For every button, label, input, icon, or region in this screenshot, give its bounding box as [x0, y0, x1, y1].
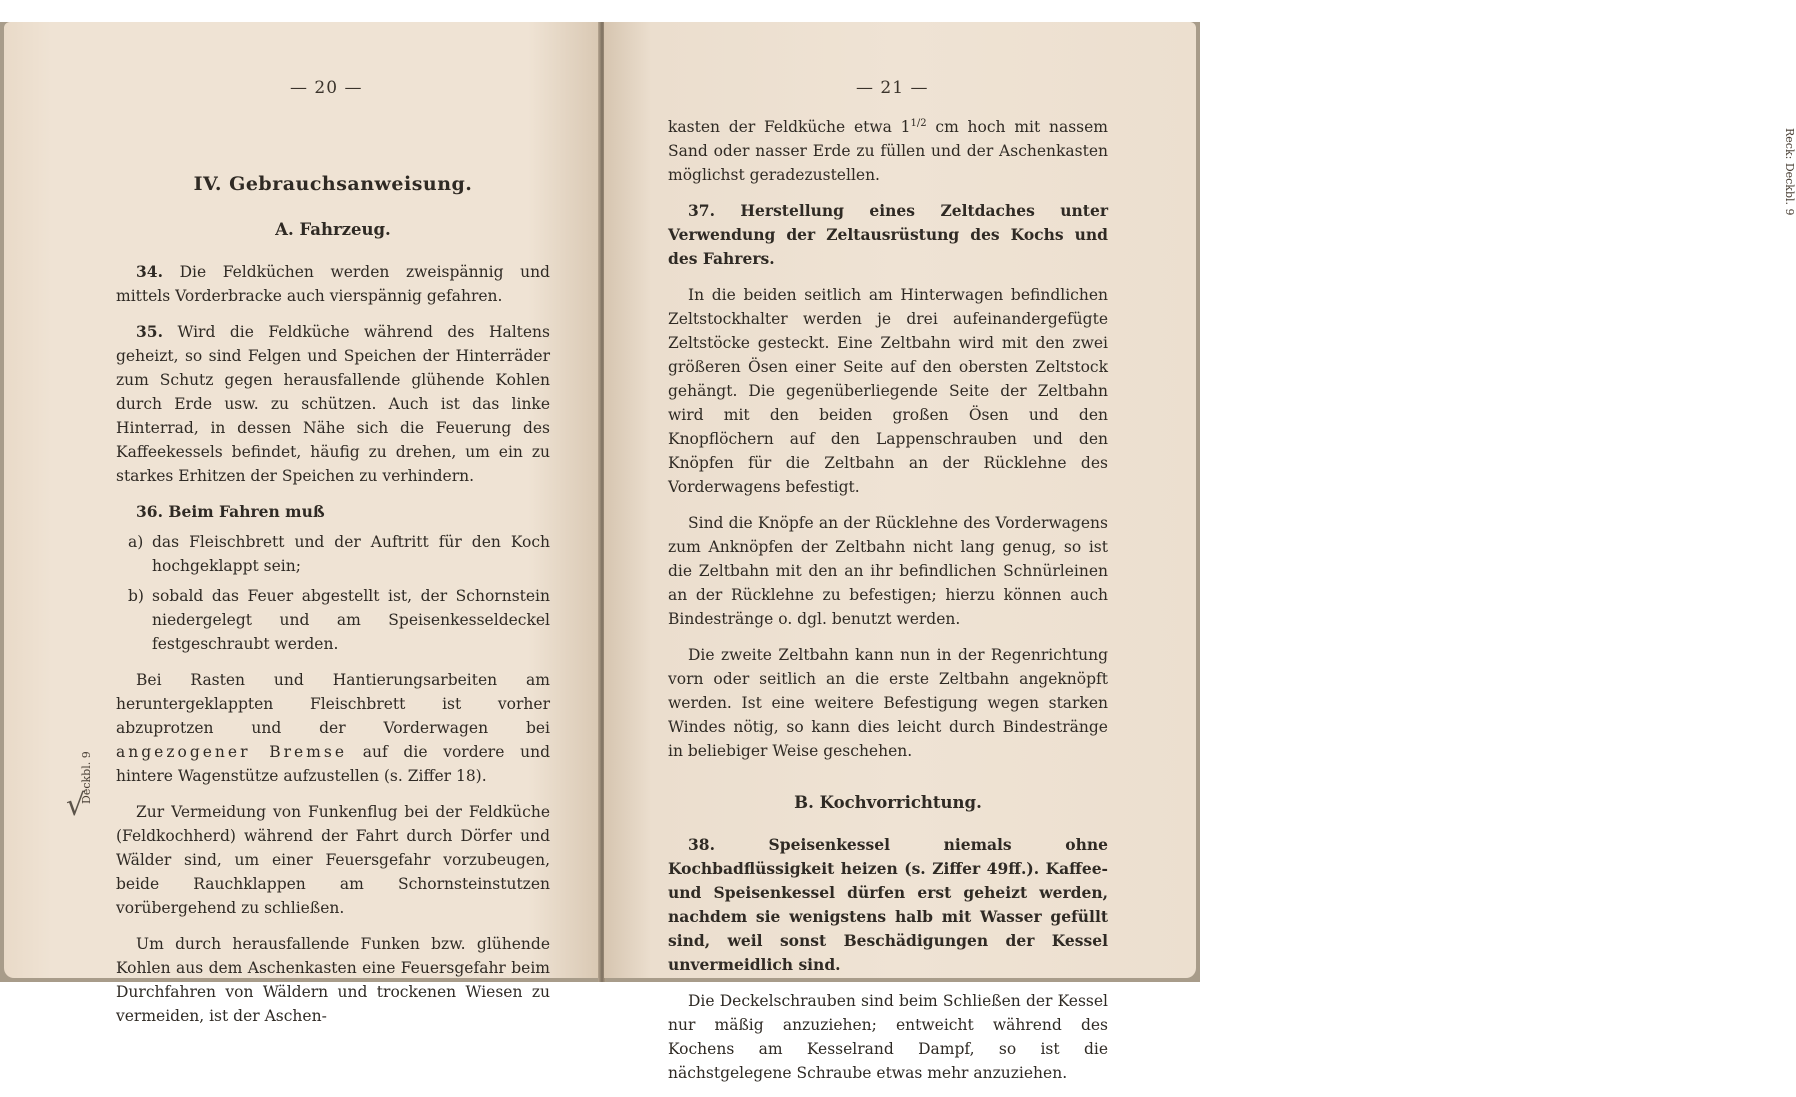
fraction: 1/2	[910, 118, 927, 129]
left-page-text	[116, 172, 550, 1040]
paragraph-text: Die Feldküchen werden zweispännig und mittels Vorderbracke auch vierspännig gefahren.	[116, 263, 550, 305]
paragraph-continuation	[668, 112, 1108, 187]
section-title: IV. Gebrauchsanweisung.	[193, 173, 473, 195]
paragraph-37-text-1: In die beiden seitlich am Hinterwagen befindlichen Zeltstockhalter werden je drei aufeinandergefügte Zeltstöcke gesteckt. Eine Zeltbahn wird mit den zwei größeren Ösen einer Seite auf den obersten Zeltstock gehängt. Die gegenüberliegende Seite der Zeltbahn wird mit den beiden großen Ösen und den Knopflöchern auf den Lappenschrauben und den Knöpfen für die Zeltbahn an der Rücklehne des Vorderwagens befestigt.	[668, 286, 1108, 497]
paragraph-number: 34.	[136, 262, 163, 281]
page-number-left: — 20 —	[290, 78, 363, 98]
open-book	[0, 22, 1796, 1083]
paragraph-text: kasten der Feldküche etwa 1	[668, 118, 911, 137]
spaced-emphasis: angezogener Bremse	[116, 743, 348, 761]
paragraph-37-text-3: Die zweite Zeltbahn kann nun in der Regenrichtung vorn oder seitlich an die erste Zeltbahn angeknöpft werden. Ist eine weitere Befestigung wegen starken Windes nötig, so kann dies leicht durch Bindestränge in beliebiger Weise geschehen.	[668, 646, 1108, 761]
right-page-text	[668, 112, 1108, 1097]
paragraph-37-heading: 37. Herstellung eines Zeltdaches unter Verwendung der Zeltausrüstung des Kochs und des Fahrers.	[668, 201, 1108, 269]
paragraph-text: auf die vordere und hintere Wagenstütze aufzustellen (s. Ziffer 18).	[116, 743, 551, 785]
paragraph-36-heading: 36. Beim Fahren muß	[136, 502, 325, 521]
paragraph-number: 35.	[136, 322, 163, 341]
page-number-right: — 21 —	[856, 78, 929, 98]
paragraph-34	[116, 260, 550, 308]
list-item-label: b)	[128, 587, 144, 605]
list-item-label: a)	[128, 533, 144, 551]
paragraph-rasten	[116, 668, 550, 788]
left-page	[4, 22, 600, 1025]
paragraph-text: Wird die Feldküche während des Haltens geheizt, so sind Felgen und Speichen der Hinterräder zum Schutz gegen herausfallende glühende Kohlen durch Erde usw. zu schützen. Auch ist das linke Hinterrad, in dessen Nähe sich die Feuerung des Kaffeekessels befindet, häufig zu drehen, um ein zu starkes Erhitzen der Speichen zu verhindern.	[116, 323, 550, 485]
paragraph-text: Bei Rasten und Hantierungsarbeiten am heruntergeklappten Fleischbrett ist vorher abzuprotzen und der Vorderwagen bei	[116, 671, 550, 737]
list-item	[116, 584, 550, 656]
list-item-text: sobald das Feuer abgestellt ist, der Schornstein niedergelegt und am Speisenkesseldeckel festgeschraubt werden.	[152, 587, 550, 653]
list-item	[116, 530, 550, 578]
margin-note-right: Reck: Deckbl. 9	[1783, 128, 1796, 216]
paragraph-text: cm hoch mit nassem Sand oder nasser Erde zu füllen und der Aschenkasten möglichst geradezustellen.	[668, 118, 1108, 185]
paragraph-38: 38. Speisenkessel niemals ohne Kochbadflüssigkeit heizen (s. Ziffer 49ff.). Kaffee- und Speisenkessel dürfen erst geheizt werden, nachdem sie wenigstens halb mit Wasser gefüllt sind, weil sonst Beschädigungen der Kessel unvermeidlich sind.	[668, 835, 1108, 975]
paragraph-36-list	[116, 530, 550, 656]
paragraph-37-text-2: Sind die Knöpfe an der Rücklehne des Vorderwagens zum Anknöpfen der Zeltbahn nicht lang genug, so ist die Zeltbahn mit den an ihr befindlichen Schnürleinen an der Rücklehne zu befestigen; hierzu können auch Bindestränge o. dgl. benutzt werden.	[668, 514, 1108, 629]
paragraph-funkenflug: Zur Vermeidung von Funkenflug bei der Feldküche (Feldkochherd) während der Fahrt durch Dörfer und Wälder sind, um einer Feuersgefahr vorzubeugen, beide Rauchklappen am Schornsteinstutzen vorübergehend zu schließen.	[116, 803, 550, 917]
paragraph-35	[116, 320, 550, 488]
paragraph-38-text-2: Die Deckelschrauben sind beim Schließen der Kessel nur mäßig anzuziehen; entweicht während des Kochens am Kesselrand Dampf, so ist die nächstgelegene Schraube etwas mehr anzuziehen.	[668, 992, 1108, 1083]
subsection-a-title: A. Fahrzeug.	[275, 220, 391, 239]
right-page	[604, 22, 1796, 1083]
margin-note-left: Deckbl. 9	[80, 751, 93, 804]
list-item-text: das Fleischbrett und der Auftritt für den Koch hochgeklappt sein;	[152, 533, 550, 575]
paragraph-aschenkasten: Um durch herausfallende Funken bzw. glühende Kohlen aus dem Aschenkasten eine Feuersgefahr beim Durchfahren von Wäldern und trockenen Wiesen zu vermeiden, ist der Aschen-	[116, 935, 550, 1025]
subsection-b-title: B. Kochvorrichtung.	[794, 793, 982, 813]
pencil-check-mark: √	[66, 788, 86, 823]
